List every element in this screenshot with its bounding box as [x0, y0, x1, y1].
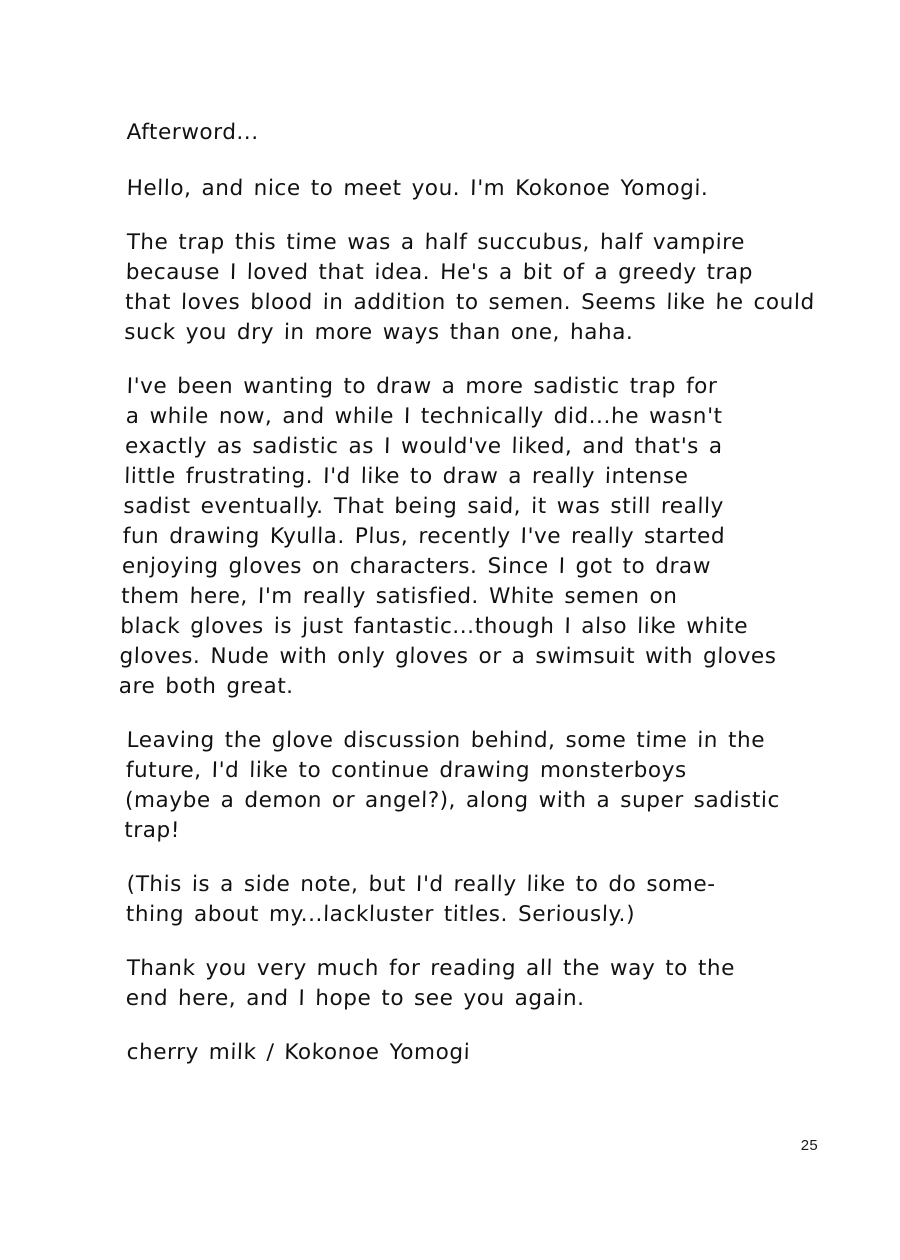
- afterword-body: [118, 118, 817, 1092]
- paragraph-thanks: Thank you very much for reading all the way to the end here, and I hope to see you again.: [125, 956, 736, 1011]
- page-number: 25: [800, 1137, 818, 1154]
- paragraph-side-note: (This is a side note, but I'd really like to do some- thing about my...lackluster titles. Seriously.): [125, 872, 716, 927]
- signature: cherry milk / Kokonoe Yomogi: [126, 1040, 471, 1065]
- paragraph-sadistic-trap: I've been wanting to draw a more sadistic trap for a while now, and while I technically did...he wasn't exactly as sadistic as I would've liked, and that's a little frustrating. I'd like to draw a really intense sadist eventually. That being said, it was still really fun drawing Kyulla. Plus, recently I've really started enjoying gloves on characters. Since I got to draw them here, I'm really satisfied. White semen on black gloves is just fantastic...though I also like white gloves. Nude with only gloves or a swimsuit with gloves are both great.: [118, 374, 777, 699]
- paragraph-character-concept: The trap this time was a half succubus, half vampire because I loved that idea. He's a bit of a greedy trap that loves blood in addition to semen. Seems like he could suck you dry in more ways than one, haha.: [123, 230, 816, 345]
- afterword-heading: Afterword...: [126, 120, 260, 145]
- paragraph-future-plans: Leaving the glove discussion behind, some time in the future, I'd like to continue drawing monsterboys (maybe a demon or angel?), along with a super sadistic trap!: [123, 728, 781, 843]
- paragraph-greeting: Hello, and nice to meet you. I'm Kokonoe Yomogi.: [126, 176, 709, 201]
